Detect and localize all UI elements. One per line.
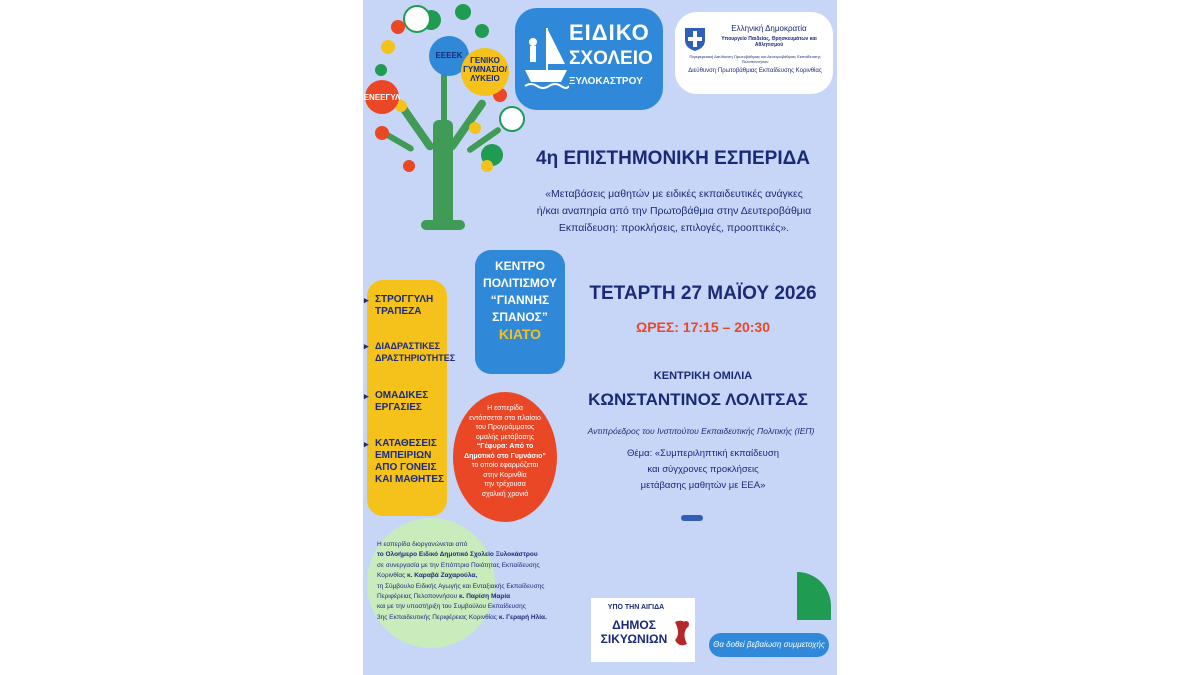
aegis-label: ΥΠΟ ΤΗΝ ΑΙΓΙΔΑ bbox=[607, 604, 665, 611]
keynote-theme-line-3: μετάβασης μαθητών με ΕΕΑ» bbox=[640, 480, 766, 491]
keynote-theme-line-1: Θέμα: «Συμπεριληπτική εκπαίδευση bbox=[627, 448, 779, 459]
boat-icon bbox=[523, 24, 569, 94]
certificate-badge: Θα δοθεί βεβαίωση συμμετοχής bbox=[709, 633, 829, 657]
keynote-label: ΚΕΝΤΡΙΚΗ ΟΜΙΛΙΑ bbox=[653, 370, 753, 382]
event-subtitle-line-3: Εκπαίδευση: προκλήσεις, επιλογές, προοπτικές». bbox=[558, 222, 790, 234]
event-hours: ΩΡΕΣ: 17:15 – 20:30 bbox=[635, 319, 771, 335]
venue-box bbox=[475, 250, 565, 374]
event-subtitle bbox=[519, 186, 829, 237]
school-logo bbox=[515, 8, 663, 110]
tree-circle bbox=[469, 122, 481, 134]
event-title: 4η ΕΠΙΣΤΗΜΟΝΙΚΗ ΕΣΠΕΡΙΔΑ bbox=[536, 148, 810, 169]
venue-line-3: “ΓΙΑΝΝΗΣ bbox=[490, 293, 550, 307]
tree-circle bbox=[475, 24, 489, 38]
venue-city: ΚΙΑΤΟ bbox=[498, 326, 542, 342]
program-line: σχολική χρονιά bbox=[481, 490, 529, 498]
keynote-role: Αντιπρόεδρος του Ινστιτούτου Εκπαιδευτικής Πολιτικής (ΙΕΠ) bbox=[587, 426, 815, 436]
gov-line-2: Υπουργείο Παιδείας, Θρησκευμάτων και Αθλητισμού bbox=[721, 36, 817, 48]
keynote-speaker: ΚΩΝΣΤΑΝΤΙΝΟΣ ΛΟΛΙΤΣΑΣ bbox=[588, 390, 808, 409]
school-building-icon bbox=[403, 5, 431, 33]
logo-line-2: ΣΧΟΛΕΙΟ bbox=[569, 48, 653, 69]
keynote-theme-line-2: και σύγχρονες προκλήσεις bbox=[647, 464, 759, 475]
tree-label-gymnasio: ΓΕΝΙΚΟ ΓΥΜΝΑΣΙΟ/ ΛΥΚΕΙΟ bbox=[463, 56, 507, 83]
event-date: ΤΕΤΑΡΤΗ 27 ΜΑΪΟΥ 2026 bbox=[589, 283, 817, 304]
school-building-icon bbox=[499, 106, 525, 132]
tree-circle bbox=[375, 126, 389, 140]
program-line: του Προγράμματος bbox=[475, 424, 535, 431]
activity-item: ▸ ΔΙΑΔΡΑΣΤΙΚΕΣ ΔΡΑΣΤΗΡΙΟΤΗΤΕΣ bbox=[367, 340, 465, 364]
venue-line-4: ΣΠΑΝΟΣ” bbox=[492, 310, 548, 324]
program-circle bbox=[453, 392, 557, 522]
program-line: Η εσπερίδα bbox=[487, 405, 523, 412]
poster bbox=[363, 0, 837, 675]
venue-line-2: ΠΟΛΙΤΙΣΜΟΥ bbox=[483, 276, 557, 290]
aegis-municipality: ΔΗΜΟΣ ΣΙΚΥΩΝΙΩΝ bbox=[600, 618, 668, 646]
green-corner-decoration bbox=[797, 572, 831, 620]
activity-item: ▸ ΟΜΑΔΙΚΕΣ ΕΡΓΑΣΙΕΣ bbox=[367, 390, 465, 414]
program-line: Δημοτικό στο Γυμνάσιο” bbox=[464, 452, 546, 460]
gov-line-3: Περιφερειακή Διεύθυνση Πρωτοβάθμιας και Δευτεροβάθμιας Εκπαίδευσης Πελοποννήσου bbox=[689, 54, 821, 64]
event-subtitle-line-1: «Μεταβάσεις μαθητών με ειδικές εκπαιδευτικές ανάγκες bbox=[545, 188, 803, 200]
tree-label-enegyl: ΕΝΕΕΓΥΛ bbox=[363, 93, 401, 102]
tree-label-eeek: ΕΕΕΕΚ bbox=[435, 51, 463, 60]
organizers-text: Η εσπερίδα διοργανώνεται από το Ολοήμερο Ειδικό Δημοτικό Σχολείο Ξυλοκάστρου σε συνεργασία με την Επόπτρια Ποιότητας Εκπαίδευσης Κορινθίας κ. Καραβά Ζαχαρούλα, τη Σύμβουλο Ειδικής Αγωγής και Ενταξιακής Εκπαίδευσης Περιφέρειας Πελοποννήσου κ. Παρίση Μαρία και με την υποστήριξη του Συμβούλου Εκπαίδευσης 3ης Εκπαιδευτικής Περιφέρειας Κορινθίας κ. Γεραρή Ηλία. bbox=[377, 541, 547, 621]
logo-line-1: ΕΙΔΙΚΟ bbox=[569, 20, 650, 45]
tree-circle bbox=[481, 160, 493, 172]
tree-circle bbox=[381, 40, 395, 54]
activity-item: ▸ ΣΤΡΟΓΓΥΛΗ ΤΡΑΠΕΖΑ bbox=[367, 294, 465, 318]
activity-item: ▸ ΚΑΤΑΘΕΣΕΙΣ ΕΜΠΕΙΡΙΩΝ ΑΠΟ ΓΟΝΕΙΣ ΚΑΙ ΜΑΘΗΤΕΣ bbox=[367, 438, 465, 486]
municipality-emblem-icon bbox=[671, 618, 693, 652]
aegis-box bbox=[591, 598, 695, 662]
program-line: ομαλής μετάβασης bbox=[475, 433, 535, 441]
gov-line-1: Ελληνική Δημοκρατία bbox=[731, 24, 807, 33]
logo-line-3: ΞΥΛΟΚΑΣΤΡΟΥ bbox=[569, 76, 643, 87]
event-subtitle-line-2: ή/και αναπηρία από την Πρωτοβάθμια στην Δευτεροβάθμια bbox=[536, 205, 812, 217]
activities-box bbox=[367, 280, 456, 516]
tree-circle bbox=[455, 4, 471, 20]
coat-of-arms-icon bbox=[683, 26, 707, 52]
tree-circle bbox=[403, 160, 415, 172]
keynote-theme bbox=[583, 446, 823, 494]
program-line: εντάσσεται στο πλαίσιο bbox=[469, 414, 541, 422]
tree-circle bbox=[391, 20, 405, 34]
decorative-dash bbox=[681, 515, 703, 521]
program-line: στην Κορινθία bbox=[483, 471, 527, 479]
tree-circle bbox=[375, 64, 387, 76]
program-line: το οποίο εφαρμόζεται bbox=[471, 462, 539, 469]
gov-line-4: Διεύθυνση Πρωτοβάθμιας Εκπαίδευσης Κορινθίας bbox=[688, 68, 822, 74]
venue-line-1: ΚΕΝΤΡΟ bbox=[494, 259, 545, 273]
program-line: την τρέχουσα bbox=[484, 481, 526, 488]
government-header bbox=[675, 12, 833, 94]
program-line: “Γέφυρα: Από το bbox=[476, 443, 534, 450]
